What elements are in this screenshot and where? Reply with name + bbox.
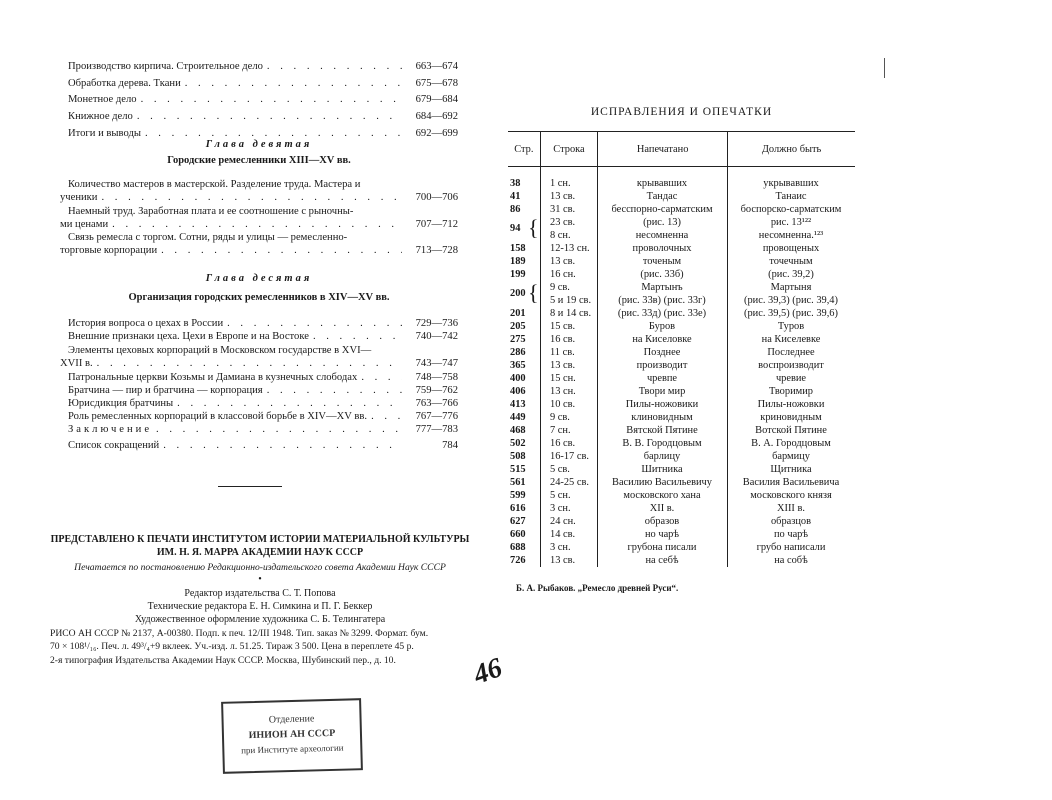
dot-leader xyxy=(267,61,402,72)
toc-entry-line xyxy=(60,398,458,411)
table-row xyxy=(508,268,855,281)
dot-leader xyxy=(313,331,402,342)
row-printed: образов xyxy=(644,516,680,527)
toc-entry-pages: 740—742 xyxy=(415,331,458,342)
imprint-tech-editors: Технические редактора Е. Н. Симкина и П. Г. Беккер xyxy=(147,601,373,612)
table-row xyxy=(508,307,855,320)
toc-entry xyxy=(60,94,458,107)
toc-entry-line xyxy=(60,372,458,385)
toc-entry-line xyxy=(60,385,458,398)
chapter-title: Городские ремесленники XIII—XV вв. xyxy=(167,155,351,166)
dot-leader xyxy=(112,219,402,230)
library-stamp xyxy=(221,698,363,774)
row-page: 286 xyxy=(510,347,526,358)
row-page: 561 xyxy=(510,477,526,488)
toc-entry xyxy=(60,424,458,437)
table-row xyxy=(508,255,855,268)
row-correct: Туров xyxy=(777,321,805,332)
row-printed: Тандас xyxy=(646,191,678,202)
row-line: 9 св. xyxy=(550,282,570,293)
row-printed: точеным xyxy=(642,256,682,267)
table-row xyxy=(508,554,855,567)
row-correct: московского князя xyxy=(750,490,832,501)
toc-entry xyxy=(60,61,458,74)
brace-icon: { xyxy=(528,215,539,240)
row-page: 515 xyxy=(510,464,526,475)
header-line: Строка xyxy=(540,132,598,166)
divider xyxy=(218,486,282,487)
row-line: 3 сн. xyxy=(550,542,571,553)
toc-entry-title: Роль ремесленных корпораций в классовой борьбе в XIV—XV вв. xyxy=(68,411,368,422)
table-row xyxy=(508,372,855,385)
toc-entry-pages: 763—766 xyxy=(415,398,458,409)
row-printed: несомненна xyxy=(635,230,689,241)
row-printed: В. В. Городцовым xyxy=(622,438,702,449)
row-page: 158 xyxy=(510,243,526,254)
row-line: 13 св. xyxy=(550,360,576,371)
toc-entry-line xyxy=(60,424,458,437)
row-page: 406 xyxy=(510,386,526,397)
table-row xyxy=(508,489,855,502)
toc-entry-pages: 748—758 xyxy=(415,372,458,383)
row-line: 13 св. xyxy=(550,191,576,202)
toc-entry-line xyxy=(60,411,458,424)
row-line: 5 св. xyxy=(550,464,570,475)
dot-leader xyxy=(137,111,402,122)
row-printed: Мартынъ xyxy=(641,282,683,293)
toc-entry-line xyxy=(60,111,458,124)
row-printed: (рис. 33б) xyxy=(640,269,684,280)
row-line: 5 сн. xyxy=(550,490,571,501)
stamp-line: при Институте археологии xyxy=(241,742,344,756)
row-printed: крывавших xyxy=(636,178,688,189)
row-line: 15 сн. xyxy=(550,373,576,384)
toc-entry-title: Производство кирпича. Строительное дело xyxy=(68,61,263,72)
table-row xyxy=(508,541,855,554)
toc-entry-pages: 679—684 xyxy=(415,94,458,105)
row-correct: (рис. 39,3) (рис. 39,4) xyxy=(744,295,838,306)
row-line: 13 св. xyxy=(550,256,576,267)
row-printed: проволочных xyxy=(632,243,692,254)
row-line: 31 св. xyxy=(550,204,576,215)
row-correct: (рис. 39,2) xyxy=(768,269,814,280)
row-line: 1 сн. xyxy=(550,178,571,189)
row-line: 3 сн. xyxy=(550,503,571,514)
toc-entry-line xyxy=(60,440,458,453)
row-printed: на себѣ xyxy=(645,555,679,566)
imprint-details-3: 2-я типография Издательства Академии Наук СССР. Москва, Шубинский пер., д. 10. xyxy=(50,655,396,666)
row-page xyxy=(508,229,540,242)
toc-entry-title: Итоги и выводы xyxy=(68,128,141,139)
stamp-line: ИНИОН АН СССР xyxy=(248,727,336,742)
imprint-art: Художественное оформление художника С. Б. Телингатера xyxy=(134,614,386,625)
toc-entry-line xyxy=(60,245,458,258)
row-line: 16-17 св. xyxy=(550,451,589,462)
row-line: 24-25 св. xyxy=(550,477,589,488)
table-row xyxy=(508,463,855,476)
table-row xyxy=(508,450,855,463)
row-printed: (рис. 33в) (рис. 33г) xyxy=(618,295,706,306)
row-correct: Вотской Пятине xyxy=(755,425,827,436)
toc-entry-title: Юрисдикция братчины xyxy=(68,398,174,409)
row-page: 365 xyxy=(510,360,526,371)
imprint-details-1: РИСО АН СССР № 2137, А-00380. Подп. к печ. 12/III 1948. Тип. заказ № 3299. Формат. бум. xyxy=(50,628,429,639)
row-line: 13 св. xyxy=(550,555,576,566)
toc-entry-line xyxy=(60,219,458,232)
toc-entry-pages: 729—736 xyxy=(415,318,458,329)
row-printed: но чарѣ xyxy=(644,529,680,540)
table-row xyxy=(508,320,855,333)
row-printed: Вятской Пятине xyxy=(626,425,698,436)
toc-entry xyxy=(60,179,458,205)
errata-table xyxy=(508,131,855,567)
toc-entry-pages: 707—712 xyxy=(415,219,458,230)
toc-entry-title: Заключение xyxy=(68,424,153,435)
row-printed: (рис. 33д) (рис. 33е) xyxy=(617,308,707,319)
toc-entry-pages: 675—678 xyxy=(415,78,458,89)
row-correct: боспорско-сарматским xyxy=(740,204,842,215)
errata-title: ИСПРАВЛЕНИЯ И ОПЕЧАТКИ xyxy=(590,106,773,118)
toc-entry xyxy=(60,206,458,232)
table-row xyxy=(508,528,855,541)
toc-entry-pages: 713—728 xyxy=(415,245,458,256)
dot-leader xyxy=(361,372,402,383)
toc-entry-title: Патрональные церкви Козьмы и Дамиана в кузнечных слободах xyxy=(68,372,358,383)
row-correct: Творимир xyxy=(769,386,813,397)
toc-entry-line xyxy=(60,358,458,371)
row-correct: точечным xyxy=(769,256,813,267)
row-correct: несомненна.¹²³ xyxy=(758,230,824,241)
chapter-label: Глава девятая xyxy=(205,139,313,150)
row-page: 199 xyxy=(510,269,526,280)
toc-entry xyxy=(60,331,458,344)
toc-entry-line xyxy=(60,78,458,91)
scan-mark xyxy=(884,58,885,78)
row-printed: XII в. xyxy=(649,503,675,514)
row-printed: Пилы-ножовики xyxy=(625,399,699,410)
toc-entry-title: Список сокращений xyxy=(68,440,160,451)
toc-entry xyxy=(60,111,458,124)
row-line: 15 св. xyxy=(550,321,576,332)
row-correct: Последнее xyxy=(767,347,815,358)
row-printed: Шитника xyxy=(641,464,683,475)
header-printed: Напечатано xyxy=(597,132,727,166)
row-line: 8 и 14 св. xyxy=(550,308,592,319)
row-line: 13 сн. xyxy=(550,386,576,397)
row-line: 12-13 сн. xyxy=(550,243,590,254)
header-page: Стр. xyxy=(514,143,534,155)
row-correct: укрывавших xyxy=(763,178,819,189)
row-page: 413 xyxy=(510,399,526,410)
toc-entry-pages: 759—762 xyxy=(415,385,458,396)
table-row xyxy=(508,242,855,255)
toc-entry xyxy=(60,398,458,411)
row-line: 9 св. xyxy=(550,412,570,423)
row-correct: Танаис xyxy=(775,191,807,202)
table-row xyxy=(508,203,855,216)
table-row xyxy=(508,190,855,203)
row-printed: чревпе xyxy=(646,373,678,384)
row-page: 726 xyxy=(510,555,526,566)
toc-entry-pages: 700—706 xyxy=(415,192,458,203)
dot-leader xyxy=(97,358,402,369)
row-printed: производит xyxy=(636,360,688,371)
row-page: 94 { xyxy=(510,215,539,240)
row-correct: Василия Васильевича xyxy=(742,477,840,488)
toc-entry-title: Книжное дело xyxy=(68,111,133,122)
toc-entry-line xyxy=(60,192,458,205)
toc-entry xyxy=(60,78,458,91)
toc-entry-title: История вопроса о цехах в России xyxy=(68,318,224,329)
dot-leader xyxy=(101,192,402,203)
row-correct: Щитника xyxy=(770,464,812,475)
row-correct: криновидным xyxy=(760,412,822,423)
row-printed: (рис. 13) xyxy=(643,217,681,228)
header-correct: Должно быть xyxy=(727,132,855,166)
imprint-editor: Редактор издательства С. Т. Попова xyxy=(184,588,336,599)
toc-entry xyxy=(60,318,458,331)
stamp-line: Отделение xyxy=(268,713,315,726)
row-correct: рис. 13¹²² xyxy=(770,217,812,228)
row-printed: Буров xyxy=(648,321,676,332)
toc-entry-title: Монетное дело xyxy=(68,94,137,105)
row-page: 468 xyxy=(510,425,526,436)
errata-footnote: Б. А. Рыбаков. „Ремесло древней Руси“. xyxy=(516,583,679,593)
dot-leader xyxy=(185,78,402,89)
row-correct: XIII в. xyxy=(777,503,805,514)
row-correct: образцов xyxy=(770,516,812,527)
row-page: 86 xyxy=(510,204,521,215)
row-line: 11 св. xyxy=(550,347,575,358)
toc-entry-pages: 684—692 xyxy=(415,111,458,122)
row-page: 275 xyxy=(510,334,526,345)
toc-entry-pages: 777—783 xyxy=(415,424,458,435)
row-line: 23 св. xyxy=(550,217,576,228)
dot-leader xyxy=(227,318,402,329)
row-line: 8 сн. xyxy=(550,230,571,241)
row-correct: на собѣ xyxy=(774,555,808,566)
row-correct: бармицу xyxy=(772,451,810,462)
toc-entry xyxy=(60,372,458,385)
row-printed: грубона писали xyxy=(627,542,697,553)
toc-entry-title: Связь ремесла с торгом. Сотни, ряды и улицы — ремесленно- xyxy=(68,232,348,243)
row-correct: (рис. 39,5) (рис. 39,6) xyxy=(744,308,838,319)
table-row xyxy=(508,294,855,307)
row-correct: грубо написали xyxy=(756,542,826,553)
row-page: 627 xyxy=(510,516,526,527)
table-row xyxy=(508,333,855,346)
row-page: 616 xyxy=(510,503,526,514)
row-line: 5 и 19 св. xyxy=(550,295,592,306)
row-page: 508 xyxy=(510,451,526,462)
toc-entry-title-cont: XVII в. xyxy=(60,358,93,369)
row-page: 599 xyxy=(510,490,526,501)
dot-leader xyxy=(156,424,402,435)
row-page: 688 xyxy=(510,542,526,553)
imprint-approval: Печатается по постановлению Редакционно-издательского совета Академии Наук СССР xyxy=(74,562,446,573)
errata-header-row xyxy=(508,131,855,167)
toc-entry-title: Количество мастеров в мастерской. Разделение труда. Мастера и xyxy=(68,179,361,190)
table-row xyxy=(508,359,855,372)
brace-icon: { xyxy=(528,280,539,305)
table-row xyxy=(508,515,855,528)
row-correct: Мартыня xyxy=(770,282,812,293)
imprint-details-2: 70 × 108¹/₁₆. Печ. л. 49³/₄+9 вклеек. Уч.-изд. л. 51.25. Тираж 3 500. Цена в переплете 45 р. xyxy=(50,641,414,652)
row-line: 10 св. xyxy=(550,399,576,410)
table-row xyxy=(508,398,855,411)
table-row xyxy=(508,229,855,242)
row-line: 16 св. xyxy=(550,438,576,449)
table-row xyxy=(508,411,855,424)
row-printed: клиновидным xyxy=(631,412,693,423)
toc-entry xyxy=(60,232,458,258)
table-row xyxy=(508,502,855,515)
chapter-title: Организация городских ремесленников в XIV—XV вв. xyxy=(128,292,390,303)
toc-entry-title-cont: ми ценами xyxy=(60,219,109,230)
table-row xyxy=(508,476,855,489)
toc-entry-title-cont: ученики xyxy=(60,192,98,203)
toc-entry-title: Внешние признаки цеха. Цехи в Европе и на Востоке xyxy=(68,331,309,342)
dot-leader xyxy=(145,128,402,139)
toc-entry-pages: 743—747 xyxy=(415,358,458,369)
row-page: 660 xyxy=(510,529,526,540)
toc-entry-pages: 767—776 xyxy=(415,411,458,422)
dot-leader xyxy=(267,385,402,396)
toc-entry-line xyxy=(60,61,458,74)
row-printed: Позднее xyxy=(643,347,681,358)
row-printed: бесспорно-сарматским xyxy=(611,204,713,215)
toc-entry-pages: 784 xyxy=(442,440,458,451)
row-line: 24 сн. xyxy=(550,516,576,527)
toc-entry-title: Наемный труд. Заработная плата и ее соотношение с рыночны- xyxy=(68,206,354,217)
row-page: 41 xyxy=(510,191,521,202)
toc-entry-pages: 663—674 xyxy=(415,61,458,72)
dot-leader xyxy=(177,398,402,409)
dot-leader xyxy=(141,94,402,105)
dot-leader xyxy=(371,411,402,422)
row-printed: московского хана xyxy=(623,490,701,501)
row-printed: Твори мир xyxy=(638,386,686,397)
chapter-label: Глава десятая xyxy=(205,273,313,284)
toc-entry-line xyxy=(60,94,458,107)
row-correct: на Киселевке xyxy=(761,334,821,345)
dot-leader xyxy=(161,245,402,256)
row-page: 189 xyxy=(510,256,526,267)
row-correct: воспроизводит xyxy=(758,360,824,371)
row-page: 502 xyxy=(510,438,526,449)
imprint-bullet: • xyxy=(258,574,262,585)
row-line: 16 св. xyxy=(550,334,576,345)
row-correct: В. А. Городцовым xyxy=(751,438,831,449)
toc-entry xyxy=(60,385,458,398)
row-correct: провощеных xyxy=(762,243,820,254)
errata-body xyxy=(508,167,855,567)
toc-entry xyxy=(60,411,458,424)
row-page: 200 { xyxy=(510,280,539,305)
imprint-institute-2: ИМ. Н. Я. МАРРА АКАДЕМИИ НАУК СССР xyxy=(156,547,364,558)
row-page: 201 xyxy=(510,308,526,319)
table-row xyxy=(508,346,855,359)
toc-entry-title: Братчина — пир и братчина — корпорация xyxy=(68,385,263,396)
row-page: 449 xyxy=(510,412,526,423)
row-printed: Василию Васильевичу xyxy=(612,477,712,488)
dot-leader xyxy=(163,440,402,451)
table-row xyxy=(508,385,855,398)
row-correct: Пилы-ножовки xyxy=(757,399,825,410)
row-printed: барлицу xyxy=(643,451,681,462)
toc-entry xyxy=(60,440,458,453)
imprint-institute: ПРЕДСТАВЛЕНО К ПЕЧАТИ ИНСТИТУТОМ ИСТОРИИ МАТЕРИАЛЬНОЙ КУЛЬТУРЫ xyxy=(50,534,470,545)
row-page: 400 xyxy=(510,373,526,384)
table-row xyxy=(508,424,855,437)
row-line: 16 сн. xyxy=(550,269,576,280)
row-line: 7 сн. xyxy=(550,425,571,436)
handwritten-number: 46 xyxy=(469,652,507,691)
row-page: 205 xyxy=(510,321,526,332)
row-page: 38 xyxy=(510,178,521,189)
toc-entry-title: Элементы цеховых корпораций в Московском государстве в XVI— xyxy=(68,345,372,356)
row-correct: чревие xyxy=(775,373,807,384)
table-row xyxy=(508,437,855,450)
toc-entry xyxy=(60,345,458,371)
table-row xyxy=(508,177,855,190)
row-page xyxy=(508,294,540,307)
row-printed: на Киселовке xyxy=(632,334,692,345)
toc-entry-line xyxy=(60,318,458,331)
row-correct: по чарѣ xyxy=(773,529,809,540)
toc-entry-pages: 692—699 xyxy=(415,128,458,139)
toc-entry-title: Обработка дерева. Ткани xyxy=(68,78,181,89)
toc-entry-line xyxy=(60,331,458,344)
toc-entry-title-cont: торговые корпорации xyxy=(60,245,158,256)
row-line: 14 св. xyxy=(550,529,576,540)
